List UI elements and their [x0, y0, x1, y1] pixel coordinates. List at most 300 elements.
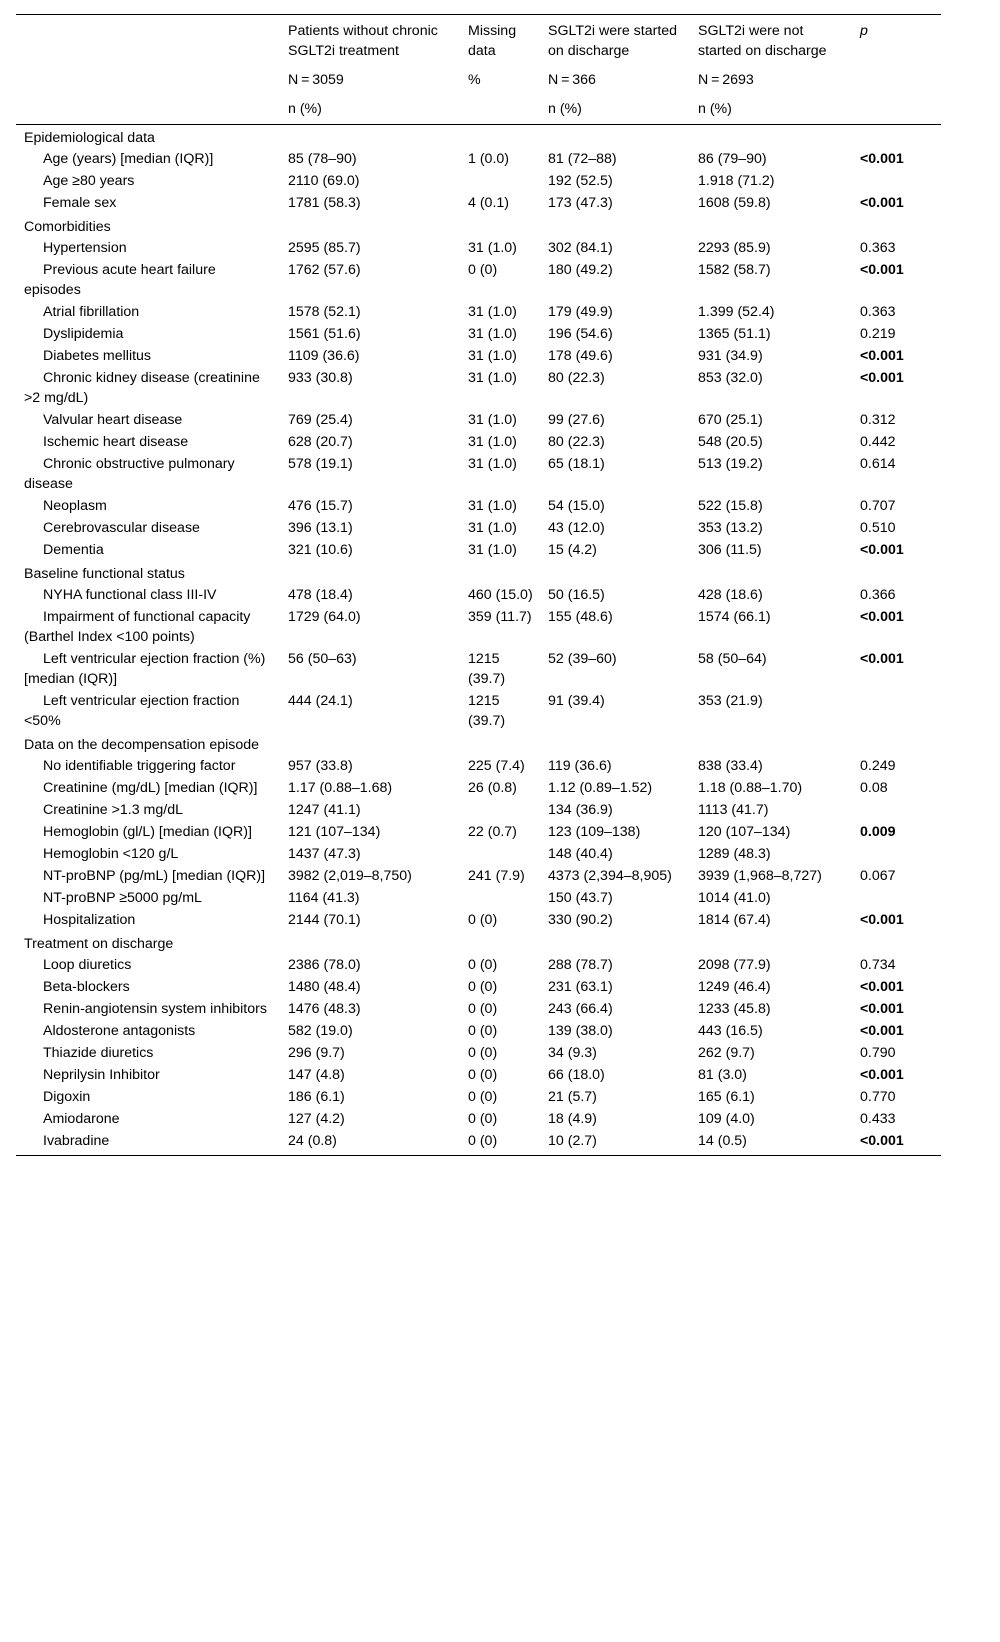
row-label: [16, 323, 280, 345]
value-cell-c4: 1113 (41.7): [698, 802, 769, 818]
value-cell-c3: 4373 (2,394–8,905): [548, 868, 672, 884]
value-cell-c3: 81 (72–88): [548, 151, 617, 167]
row-label: [16, 690, 280, 732]
value-cell-c2: 1215 (39.7): [468, 651, 506, 687]
value-cell-c1: 2110 (69.0): [288, 173, 360, 189]
p-value-cell: <0.001: [860, 1001, 904, 1017]
value-cell-c2: 0 (0): [468, 1023, 498, 1039]
header-n3: N = 366: [548, 72, 596, 88]
p-value-cell: 0.510: [860, 520, 896, 536]
header-col2: Missing data: [460, 15, 540, 62]
row-label-text: Left ventricular ejection fraction (%) [median (IQR)]: [24, 651, 266, 687]
section-row: [16, 931, 941, 954]
value-cell-c3: 15 (4.2): [548, 542, 597, 558]
section-row: [16, 125, 941, 149]
value-cell-c2: 0 (0): [468, 1089, 498, 1105]
value-cell-c2: [460, 843, 540, 865]
value-cell-c2: 1215 (39.7): [468, 693, 506, 729]
value-cell-c1: 321 (10.6): [288, 542, 353, 558]
row-label-text: Creatinine (mg/dL) [median (IQR)]: [43, 780, 258, 796]
value-cell-c3: 231 (63.1): [548, 979, 613, 995]
value-cell-c4: 1814 (67.4): [698, 912, 771, 928]
p-value-cell: <0.001: [860, 912, 904, 928]
value-cell-c2: 22 (0.7): [468, 824, 517, 840]
row-label-text: Dyslipidemia: [43, 326, 124, 342]
value-cell-c2: 460 (15.0): [468, 587, 533, 603]
value-cell-c1: 769 (25.4): [288, 412, 353, 428]
value-cell-c1: 1476 (48.3): [288, 1001, 361, 1017]
value-cell-c4: 109 (4.0): [698, 1111, 755, 1127]
value-cell-c2: 4 (0.1): [468, 195, 510, 211]
value-cell-c4: 262 (9.7): [698, 1045, 755, 1061]
row-label: [16, 887, 280, 909]
row-label: [16, 909, 280, 931]
value-cell-c4: 1608 (59.8): [698, 195, 771, 211]
section-row: [16, 214, 941, 237]
header-empty-cell: [16, 15, 280, 62]
value-cell-c4: 1582 (58.7): [698, 262, 771, 278]
row-label: [16, 148, 280, 170]
p-value-cell: 0.08: [860, 780, 888, 796]
value-cell-c2: 0 (0): [468, 912, 498, 928]
row-label: [16, 755, 280, 777]
table-row: [16, 192, 941, 214]
value-cell-c1: 628 (20.7): [288, 434, 353, 450]
value-cell-c1: 186 (6.1): [288, 1089, 345, 1105]
value-cell-c1: 296 (9.7): [288, 1045, 345, 1061]
row-label: [16, 431, 280, 453]
row-label-text: Digoxin: [43, 1089, 91, 1105]
table-row: [16, 495, 941, 517]
value-cell-c3: 119 (36.6): [548, 758, 612, 774]
value-cell-c4: 120 (107–134): [698, 824, 791, 840]
row-label: [16, 777, 280, 799]
value-cell-c3: 192 (52.5): [548, 173, 613, 189]
value-cell-c4: 1233 (45.8): [698, 1001, 771, 1017]
header-row-titles: [16, 15, 941, 62]
value-cell-c3: 80 (22.3): [548, 434, 605, 450]
p-value-cell: <0.001: [860, 651, 904, 667]
value-cell-c2: 225 (7.4): [468, 758, 525, 774]
row-label: [16, 821, 280, 843]
value-cell-c4: 1.399 (52.4): [698, 304, 775, 320]
row-label-text: Age ≥80 years: [43, 173, 135, 189]
row-label-text: Loop diuretics: [43, 957, 132, 973]
p-value-cell: 0.366: [860, 587, 896, 603]
value-cell-c2: 31 (1.0): [468, 520, 517, 536]
table-row: [16, 1086, 941, 1108]
row-label-text: No identifiable triggering factor: [43, 758, 236, 774]
row-label: [16, 1064, 280, 1086]
p-value-cell: 0.249: [860, 758, 896, 774]
table-row: [16, 517, 941, 539]
value-cell-c1: 1.17 (0.88–1.68): [288, 780, 393, 796]
table-row: [16, 409, 941, 431]
row-label-text: Ivabradine: [43, 1133, 110, 1149]
table-row: [16, 170, 941, 192]
table-row: [16, 584, 941, 606]
table-row: [16, 799, 941, 821]
p-value-cell: <0.001: [860, 609, 904, 625]
row-label-text: Beta-blockers: [43, 979, 130, 995]
table-row: [16, 648, 941, 690]
row-label-text: Hemoglobin (gl/L) [median (IQR)]: [43, 824, 252, 840]
value-cell-c2: 0 (0): [468, 262, 498, 278]
row-label: [16, 648, 280, 690]
value-cell-c3: 302 (84.1): [548, 240, 613, 256]
value-cell-c1: 396 (13.1): [288, 520, 353, 536]
header-n2: %: [468, 72, 481, 88]
row-label-text: Ischemic heart disease: [43, 434, 189, 450]
row-label-text: Chronic obstructive pulmonary disease: [24, 456, 235, 492]
table-row: [16, 755, 941, 777]
value-cell-c3: 330 (90.2): [548, 912, 613, 928]
value-cell-c1: 121 (107–134): [288, 824, 381, 840]
header-n4: N = 2693: [698, 72, 754, 88]
value-cell-c3: 43 (12.0): [548, 520, 605, 536]
row-label-text: Atrial fibrillation: [43, 304, 140, 320]
row-label-text: Thiazide diuretics: [43, 1045, 154, 1061]
row-label-text: Left ventricular ejection fraction <50%: [24, 693, 240, 729]
row-label: [16, 843, 280, 865]
row-label: [16, 301, 280, 323]
value-cell-c1: 3982 (2,019–8,750): [288, 868, 412, 884]
row-label: [16, 976, 280, 998]
value-cell-c1: 1164 (41.3): [288, 890, 360, 906]
value-cell-c4: 2098 (77.9): [698, 957, 771, 973]
table-container: [16, 14, 941, 1156]
value-cell-c4: 1.18 (0.88–1.70): [698, 780, 803, 796]
value-cell-c4: 165 (6.1): [698, 1089, 755, 1105]
value-cell-c2: 0 (0): [468, 979, 498, 995]
value-cell-c3: 173 (47.3): [548, 195, 613, 211]
p-value-cell: <0.001: [860, 370, 904, 386]
header-u3: n (%): [540, 90, 690, 125]
value-cell-c1: 578 (19.1): [288, 456, 353, 472]
value-cell-c4: 838 (33.4): [698, 758, 763, 774]
p-value-cell: 0.614: [860, 456, 896, 472]
value-cell-c4: 1249 (46.4): [698, 979, 771, 995]
value-cell-c4: 670 (25.1): [698, 412, 763, 428]
row-label: [16, 1042, 280, 1064]
value-cell-c4: 1289 (48.3): [698, 846, 771, 862]
value-cell-c3: 178 (49.6): [548, 348, 613, 364]
value-cell-c2: 31 (1.0): [468, 498, 517, 514]
value-cell-c1: 933 (30.8): [288, 370, 353, 386]
value-cell-c3: 179 (49.9): [548, 304, 613, 320]
value-cell-c2: 31 (1.0): [468, 542, 517, 558]
value-cell-c2: 0 (0): [460, 1130, 540, 1156]
value-cell-c4: 353 (13.2): [698, 520, 763, 536]
value-cell-c2: [460, 887, 540, 909]
value-cell-c3: 99 (27.6): [548, 412, 605, 428]
table-header: [16, 15, 941, 125]
p-value-cell: 0.009: [860, 824, 896, 840]
p-value-cell: 0.363: [860, 240, 896, 256]
row-label-text: Diabetes mellitus: [43, 348, 152, 364]
table-body: [16, 125, 941, 1156]
row-label-text: Amiodarone: [43, 1111, 120, 1127]
value-cell-c3: 65 (18.1): [548, 456, 605, 472]
value-cell-c4: 1574 (66.1): [698, 609, 771, 625]
value-cell-c1: 444 (24.1): [288, 693, 353, 709]
row-label-text: Impairment of functional capacity (Barthel Index <100 points): [24, 609, 251, 645]
value-cell-c1: 1729 (64.0): [288, 609, 361, 625]
table-row: [16, 237, 941, 259]
row-label-text: Chronic kidney disease (creatinine >2 mg/dL): [24, 370, 260, 406]
value-cell-c2: [460, 799, 540, 821]
header-p: p: [852, 15, 941, 62]
value-cell-c3: 288 (78.7): [548, 957, 613, 973]
row-label: [16, 367, 280, 409]
value-cell-c4: 513 (19.2): [698, 456, 763, 472]
value-cell-c3: 52 (39–60): [548, 651, 617, 667]
value-cell-c2: 0 (0): [468, 1111, 498, 1127]
row-label-text: Female sex: [43, 195, 117, 211]
table-row: [16, 148, 941, 170]
header-u1: n (%): [280, 90, 460, 125]
p-value-cell: <0.001: [860, 1023, 904, 1039]
row-label-text: Valvular heart disease: [43, 412, 183, 428]
value-cell-c3: 80 (22.3): [548, 370, 605, 386]
p-value-cell: <0.001: [860, 348, 904, 364]
value-cell-c2: [460, 170, 540, 192]
value-cell-c2: 0 (0): [468, 1045, 498, 1061]
row-label: [16, 606, 280, 648]
row-label: [16, 409, 280, 431]
row-label-text: Creatinine >1.3 mg/dL: [43, 802, 183, 818]
value-cell-c2: 31 (1.0): [468, 240, 517, 256]
value-cell-c3: 196 (54.6): [548, 326, 613, 342]
section-row: [16, 561, 941, 584]
table-row: [16, 1130, 941, 1156]
row-label: [16, 345, 280, 367]
value-cell-c3: 21 (5.7): [548, 1089, 597, 1105]
value-cell-c4: 14 (0.5): [690, 1130, 852, 1156]
value-cell-c3: 18 (4.9): [548, 1111, 597, 1127]
table-row: [16, 1020, 941, 1042]
row-label-text: Dementia: [43, 542, 104, 558]
row-label-text: Previous acute heart failure episodes: [24, 262, 216, 298]
value-cell-c1: 1762 (57.6): [288, 262, 361, 278]
p-value-cell: 0.067: [860, 868, 896, 884]
table-row: [16, 453, 941, 495]
p-value-cell: 0.442: [860, 434, 896, 450]
value-cell-c1: 2386 (78.0): [288, 957, 361, 973]
value-cell-c1: 1578 (52.1): [288, 304, 361, 320]
value-cell-c2: 31 (1.0): [468, 456, 517, 472]
p-value-cell: [852, 170, 941, 192]
row-label: [16, 799, 280, 821]
section-label: Comorbidities: [24, 219, 111, 235]
value-cell-c3: 148 (40.4): [548, 846, 613, 862]
row-label-text: Hypertension: [43, 240, 127, 256]
row-label: [16, 539, 280, 561]
value-cell-c1: 1109 (36.6): [288, 348, 360, 364]
section-row: [16, 732, 941, 755]
p-value-cell: 0.770: [860, 1089, 896, 1105]
value-cell-c4: 548 (20.5): [698, 434, 763, 450]
row-label: [16, 517, 280, 539]
table-row: [16, 301, 941, 323]
value-cell-c3: 180 (49.2): [548, 262, 613, 278]
row-label-text: Neprilysin Inhibitor: [43, 1067, 160, 1083]
row-label-text: NT-proBNP ≥5000 pg/mL: [43, 890, 202, 906]
p-value-cell: 0.707: [860, 498, 896, 514]
value-cell-c4: 1365 (51.1): [698, 326, 771, 342]
value-cell-c2: 31 (1.0): [468, 434, 517, 450]
table-row: [16, 539, 941, 561]
header-u4: n (%): [690, 90, 852, 125]
row-label-text: NYHA functional class III-IV: [43, 587, 217, 603]
value-cell-c1: 147 (4.8): [288, 1067, 345, 1083]
header-col3: SGLT2i were started on discharge: [540, 15, 690, 62]
value-cell-c4: 1.918 (71.2): [698, 173, 775, 189]
value-cell-c4: 58 (50–64): [698, 651, 767, 667]
value-cell-c3: 1.12 (0.89–1.52): [548, 780, 653, 796]
row-label: [16, 453, 280, 495]
row-label-text: Aldosterone antagonists: [43, 1023, 196, 1039]
table-row: [16, 690, 941, 732]
p-value-cell: <0.001: [860, 151, 904, 167]
section-label: Data on the decompensation episode: [24, 737, 260, 753]
p-value-cell: <0.001: [860, 979, 904, 995]
value-cell-c1: 478 (18.4): [288, 587, 353, 603]
table-row: [16, 1108, 941, 1130]
value-cell-c4: 306 (11.5): [698, 542, 762, 558]
section-label: Treatment on discharge: [24, 936, 174, 952]
p-value-cell: 0.433: [860, 1111, 896, 1127]
value-cell-c2: 359 (11.7): [468, 609, 532, 625]
p-value-cell: 0.312: [860, 412, 896, 428]
p-value-cell: [852, 887, 941, 909]
table-row: [16, 909, 941, 931]
value-cell-c2: 26 (0.8): [468, 780, 517, 796]
value-cell-c2: 31 (1.0): [468, 326, 517, 342]
row-label: [16, 998, 280, 1020]
value-cell-c4: 81 (3.0): [698, 1067, 747, 1083]
value-cell-c4: 3939 (1,968–8,727): [698, 868, 822, 884]
value-cell-c3: 123 (109–138): [548, 824, 641, 840]
value-cell-c1: 127 (4.2): [288, 1111, 345, 1127]
table-row: [16, 1064, 941, 1086]
table-row: [16, 976, 941, 998]
table-row: [16, 367, 941, 409]
row-label: [16, 1086, 280, 1108]
table-row: [16, 431, 941, 453]
row-label: [16, 584, 280, 606]
p-value-cell: <0.001: [860, 262, 904, 278]
value-cell-c2: 31 (1.0): [468, 370, 517, 386]
table-row: [16, 821, 941, 843]
header-row-n: [16, 61, 941, 90]
value-cell-c1: 1247 (41.1): [288, 802, 361, 818]
value-cell-c1: 24 (0.8): [280, 1130, 460, 1156]
header-n1: N = 3059: [288, 72, 344, 88]
value-cell-c4: 522 (15.8): [698, 498, 763, 514]
table-row: [16, 323, 941, 345]
value-cell-c1: 56 (50–63): [288, 651, 357, 667]
row-label: [16, 237, 280, 259]
value-cell-c1: 476 (15.7): [288, 498, 353, 514]
table-row: [16, 1042, 941, 1064]
table-row: [16, 843, 941, 865]
p-value-cell: [852, 843, 941, 865]
row-label-text: Cerebrovascular disease: [43, 520, 200, 536]
row-label-text: NT-proBNP (pg/mL) [median (IQR)]: [43, 868, 266, 884]
value-cell-c1: 1781 (58.3): [288, 195, 361, 211]
table-row: [16, 606, 941, 648]
value-cell-c3: 150 (43.7): [548, 890, 613, 906]
value-cell-c1: 2595 (85.7): [288, 240, 361, 256]
value-cell-c4: 428 (18.6): [698, 587, 763, 603]
header-row-units: [16, 90, 941, 125]
row-label: [16, 1020, 280, 1042]
row-label: [16, 259, 280, 301]
value-cell-c1: 85 (78–90): [288, 151, 357, 167]
value-cell-c2: 0 (0): [468, 1001, 498, 1017]
section-label: Epidemiological data: [24, 130, 155, 146]
value-cell-c3: 54 (15.0): [548, 498, 605, 514]
section-label: Baseline functional status: [24, 566, 185, 582]
row-label: [16, 495, 280, 517]
value-cell-c4: 853 (32.0): [698, 370, 763, 386]
value-cell-c3: 50 (16.5): [548, 587, 605, 603]
value-cell-c4: 353 (21.9): [698, 693, 763, 709]
value-cell-c1: 1561 (51.6): [288, 326, 361, 342]
value-cell-c1: 1480 (48.4): [288, 979, 361, 995]
row-label-text: Hemoglobin <120 g/L: [43, 846, 179, 862]
row-label: [16, 1130, 280, 1156]
row-label-text: Age (years) [median (IQR)]: [43, 151, 214, 167]
p-value-cell: 0.734: [860, 957, 896, 973]
row-label-text: Renin-angiotensin system inhibitors: [43, 1001, 267, 1017]
p-value-cell: 0.790: [860, 1045, 896, 1061]
p-value-cell: [852, 690, 941, 732]
value-cell-c4: 1014 (41.0): [698, 890, 771, 906]
p-value-cell: 0.219: [860, 326, 896, 342]
row-label: [16, 1108, 280, 1130]
p-value-cell: 0.363: [860, 304, 896, 320]
value-cell-c2: 0 (0): [468, 957, 498, 973]
value-cell-c2: 0 (0): [468, 1067, 498, 1083]
row-label: [16, 170, 280, 192]
value-cell-c3: 10 (2.7): [540, 1130, 690, 1156]
row-label: [16, 192, 280, 214]
table-row: [16, 777, 941, 799]
value-cell-c4: 931 (34.9): [698, 348, 763, 364]
p-value-cell: <0.001: [860, 542, 904, 558]
value-cell-c3: 66 (18.0): [548, 1067, 605, 1083]
table-row: [16, 259, 941, 301]
value-cell-c2: 31 (1.0): [468, 348, 517, 364]
data-table: [16, 14, 941, 1156]
p-value-cell: [852, 799, 941, 821]
p-value-cell: <0.001: [860, 195, 904, 211]
value-cell-c3: 34 (9.3): [548, 1045, 597, 1061]
value-cell-c3: 155 (48.6): [548, 609, 613, 625]
p-value-cell: <0.001: [852, 1130, 941, 1156]
table-row: [16, 887, 941, 909]
value-cell-c4: 2293 (85.9): [698, 240, 771, 256]
value-cell-c2: 241 (7.9): [468, 868, 525, 884]
value-cell-c2: 31 (1.0): [468, 412, 517, 428]
value-cell-c1: 1437 (47.3): [288, 846, 361, 862]
table-row: [16, 345, 941, 367]
table-row: [16, 998, 941, 1020]
table-row: [16, 954, 941, 976]
value-cell-c3: 134 (36.9): [548, 802, 613, 818]
